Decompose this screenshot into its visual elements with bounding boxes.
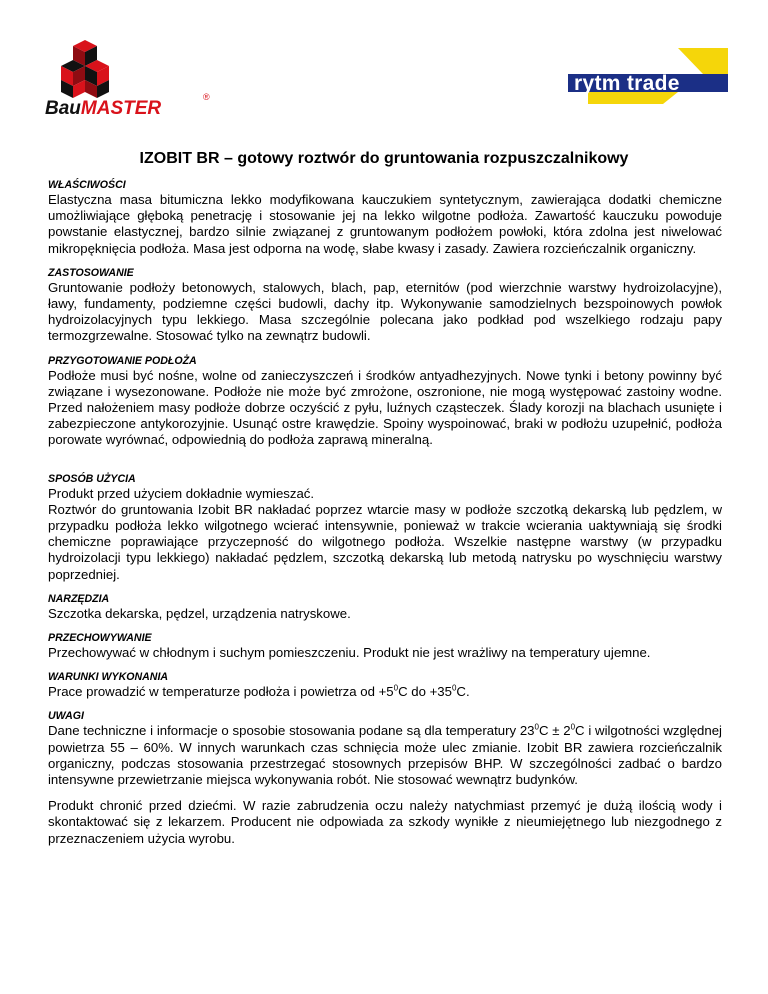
- section-text-line: Produkt przed użyciem dokładnie wymieszać.: [48, 485, 315, 501]
- section-heading: UWAGI: [48, 710, 84, 723]
- section-text: Szczotka dekarska, pędzel, urządzenia natryskowe.: [48, 605, 351, 621]
- rytm-trade-logo: [568, 48, 728, 106]
- section-text: Dane techniczne i informacje o sposobie stosowania podane są dla temperatury $23^0C \pm 2^0C$ i wilgotności względnej powietrza 55 – 60%. W innych warunkach czas schnięcia może ulec zmianie. Izobit BR zawiera rozcieńczalnik organiczny, podczas stosowania przestrzegać stosownych przepisów BHP. W szczególności zadbać o bardzo intensywne przewietrzanie miejsca wykonywania robót. Nie stosować wewnątrz budynków.: [48, 723, 722, 788]
- section-text: Produkt chronić przed dziećmi. W razie zabrudzenia oczu należy natychmiast przemyć je dużą ilością wody i skontaktować się z lekarzem. Producent nie odpowiada za szkody wynikłe z nieumiejętnego lub niezgodnego z przeznaczeniem użycia wyrobu.: [48, 798, 722, 846]
- section-heading: WŁAŚCIWOŚCI: [48, 179, 126, 191]
- rytm-trade-text: rytm trade: [574, 72, 680, 95]
- registered-mark: ®: [203, 92, 210, 102]
- section-heading: PRZECHOWYWANIE: [48, 632, 152, 645]
- section-tools: [48, 593, 722, 622]
- section-text: Przechowywać w chłodnym i suchym pomieszczeniu. Produkt nie jest wrażliwy na temperatury ujemne.: [48, 645, 651, 661]
- section-conditions: [48, 671, 722, 700]
- section-text: Roztwór do gruntowania Izobit BR nakładać poprzez wtarcie masy w podłoże szczotką dekarską lub pędzlem, w przypadku podłoża lekko wilgotnego wcierać intensywnie, ponieważ w trakcie wcierania uaktywniają się środki chemiczne poprawiające przyczepność do wilgotnego podłoża. Wszelkie następne warstwy (w przypadku hydroizolacji typu lekkiego) nakładać pędzlem, szczotką dekarską lub metodą natrysku po wyschnięciu warstwy poprzedniej.: [48, 501, 722, 582]
- section-heading: SPOSÓB UŻYCIA: [48, 472, 136, 485]
- section-surface-preparation: [48, 355, 722, 449]
- section-heading: WARUNKI WYKONANIA: [48, 671, 169, 684]
- section-application: [48, 267, 722, 345]
- section-usage: [48, 473, 722, 583]
- baumaster-logo: [45, 38, 215, 120]
- section-text: Elastyczna masa bitumiczna lekko modyfikowana kauczukiem syntetycznym, zawierająca dodatki chemiczne umożliwiające głęboką penetrację i stosowanie jej na lekko wilgotne podłoża. Zawartość kauczuku powoduje powstanie elastycznej, bardzo silnie związanej z gruntowanym podłożem powłoki, która zdolna jest niwelować mikropęknięcia podłoża. Masa jest odporna na wodę, słabe kwasy i zasady. Zawiera rozcieńczalnik organiczny.: [48, 192, 722, 256]
- page-title: IZOBIT BR – gotowy roztwór do gruntowania rozpuszczalnikowy: [139, 150, 629, 167]
- section-text: Prace prowadzić w temperaturze podłoża i powietrza od $+5^0C$ do $+35^0C$.: [48, 683, 470, 700]
- section-notes: [48, 710, 722, 788]
- section-safety: [48, 798, 722, 847]
- section-properties: [48, 179, 722, 257]
- section-text: Podłoże musi być nośne, wolne od zanieczyszczeń i środków antyadhezyjnych. Nowe tynki i betony powinny być związane i wysezonowane. Podłoże nie może być zmrożone, oszronione, nie mogą występować zastoiny wodne. Przed nałożeniem masy podłoże dobrze oczyścić z pyłu, luźnych cząsteczek. Ślady korozji na blachach usunięte i zabezpieczone antykorozyjnie. Usunąć ostre krawędzie. Spoiny wyspoinować, braki w podłożu uzupełnić, podłoża porowate wyrównać, odpowiednią do podłoża zaprawą mineralną.: [48, 367, 722, 448]
- section-heading: NARZĘDZIA: [48, 592, 110, 605]
- brand-master: MASTER: [80, 98, 162, 119]
- section-heading: ZASTOSOWANIE: [48, 266, 134, 279]
- brand-bau: Bau: [45, 98, 81, 119]
- section-heading: PRZYGOTOWANIE PODŁOŻA: [48, 354, 197, 367]
- section-storage: [48, 632, 722, 661]
- section-text: Gruntowanie podłoży betonowych, stalowych, blach, pap, eternitów (pod wierzchnie warstwy hydroizolacyjne), ławy, fundamenty, podziemne części budowli, dachy itp. Wykonywanie samodzielnych bezspoinowych powłok hydroizolacyjnych typu lekkiego. Masa szczególnie polecana jako podkład pod wszelkiego rodzaju papy termozgrzewalne. Stosować tylko na zewnątrz budowli.: [48, 279, 722, 344]
- document-body: [48, 179, 722, 857]
